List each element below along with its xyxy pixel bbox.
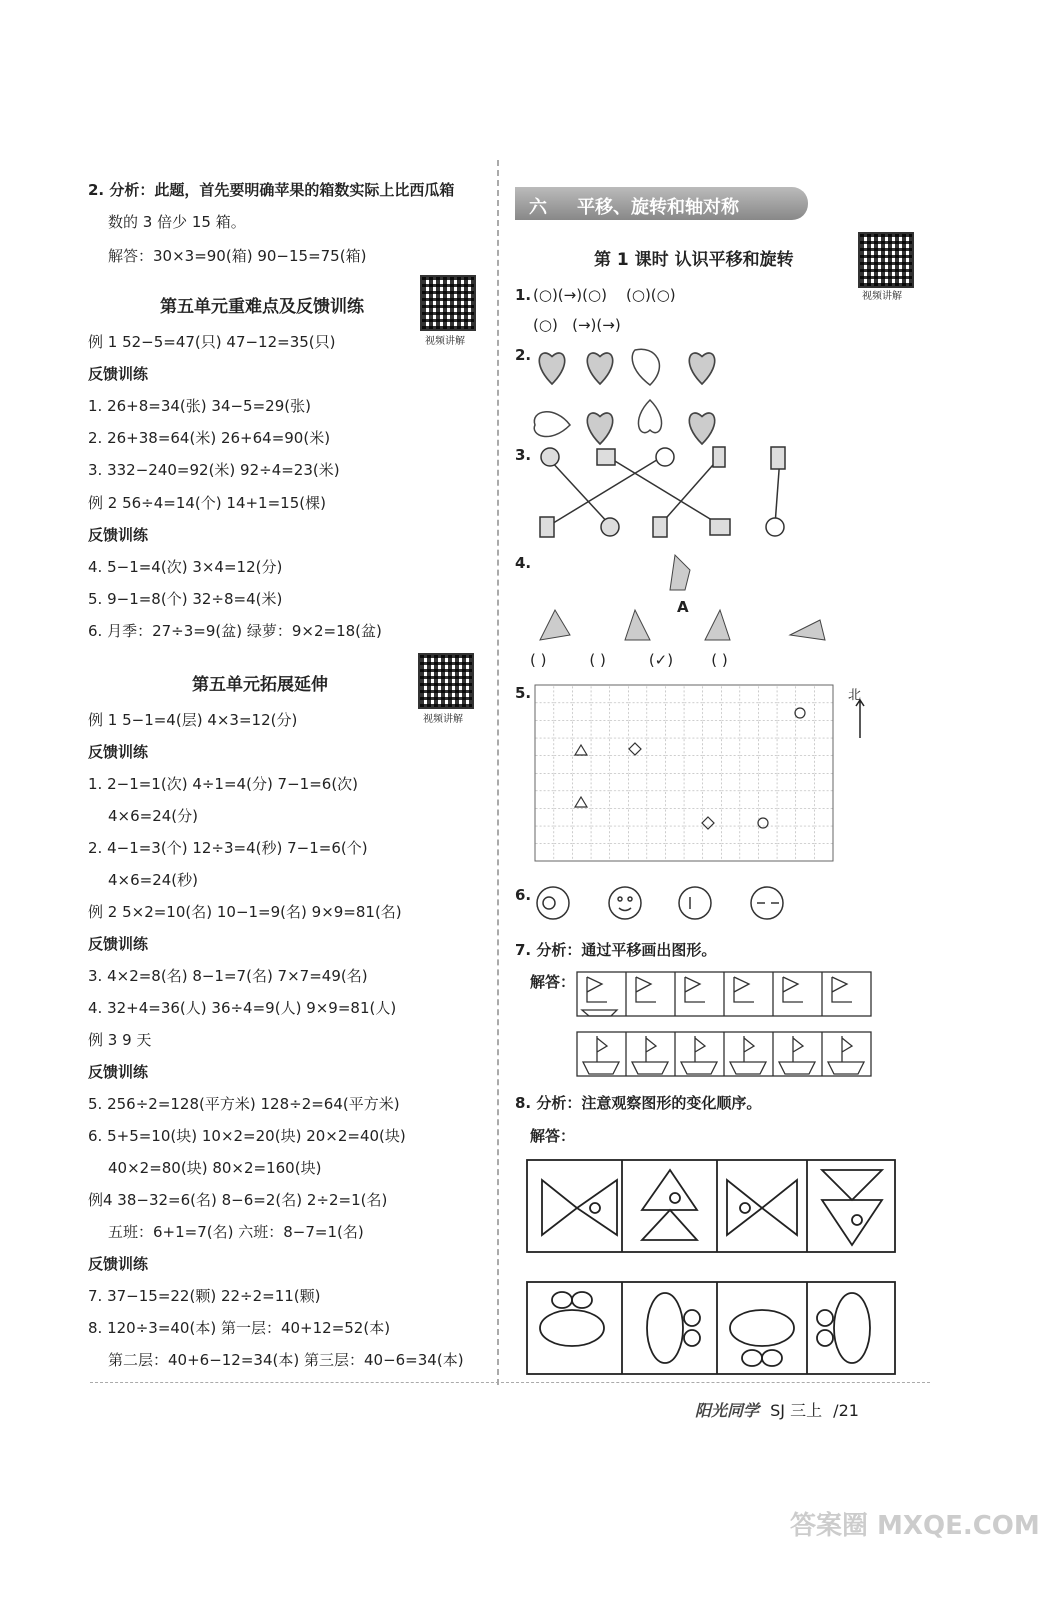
q4-answer-4: ( )	[711, 651, 728, 669]
training-2b: 4×6=24(秒)	[108, 871, 199, 889]
training-3: 3. 4×2=8(名) 8−1=7(名) 7×7=49(名)	[88, 967, 368, 985]
north-arrow-icon	[855, 700, 865, 740]
training-1: 1. 2−1=1(次) 4÷1=4(分) 7−1=6(次)	[88, 775, 359, 793]
feedback-4: 4. 5−1=4(次) 3×4=12(分)	[88, 558, 283, 576]
training-4: 4. 32+4=36(人) 36÷4=9(人) 9×9=81(人)	[88, 999, 397, 1017]
q7-answer-label: 解答：	[530, 973, 576, 991]
training-5: 5. 256÷2=128(平方米) 128÷2=64(平方米)	[88, 1095, 400, 1113]
feedback-label-1: 反馈训练	[88, 365, 149, 383]
feedback-label-5: 反馈训练	[88, 1063, 149, 1081]
q1-r2-c: →	[602, 316, 615, 334]
book-code: SJ 三上	[770, 1401, 823, 1420]
q7-boats	[577, 972, 872, 1082]
q6-label: 6.	[515, 886, 532, 904]
example-3: 例 3 9 天	[88, 1031, 152, 1049]
feedback-3: 3. 332−240=92(米) 92÷4=23(米)	[88, 461, 340, 479]
qr-code-1[interactable]	[420, 275, 476, 331]
q6-faces	[535, 885, 795, 925]
training-6: 6. 5+5=10(块) 10×2=20(块) 20×2=40(块)	[88, 1127, 406, 1145]
qr-label-2: 视频讲解	[423, 714, 463, 725]
q8-sequence	[527, 1160, 897, 1375]
brand-logo: 阳光同学	[695, 1401, 760, 1420]
q7-analysis: 7. 分析：通过平移画出图形。	[515, 941, 717, 959]
training-6b: 40×2=80(块) 80×2=160(块)	[108, 1159, 322, 1177]
feedback-label-3: 反馈训练	[88, 743, 149, 761]
feedback-1: 1. 26+8=34(张) 34−5=29(张)	[88, 397, 311, 415]
q4-figure-a	[660, 550, 700, 595]
q5-label: 5.	[515, 684, 532, 702]
q4-answer-2: ( )	[589, 651, 606, 669]
watermark: 答案圈 MXQE.COM	[790, 1511, 1040, 1541]
feedback-label-6: 反馈训练	[88, 1255, 149, 1273]
q1-r1-b: →	[563, 286, 577, 304]
q2-analysis-cont: 数的 3 倍少 15 箱。	[108, 213, 246, 231]
q1-r1-e: ○	[656, 286, 670, 304]
q8-answer-label: 解答：	[530, 1127, 576, 1145]
q1-r2-b: →	[577, 316, 591, 334]
feedback-6: 6. 月季：27÷3=9(盆) 绿萝：9×2=18(盆)	[88, 622, 382, 640]
training-8b: 第二层：40+6−12=34(本) 第三层：40−6=34(本)	[108, 1351, 464, 1369]
q5-grid	[535, 685, 835, 865]
example-2: 例 2 56÷4=14(个) 14+1=15(棵)	[88, 494, 326, 512]
q1-row2: (○) (→)(→)	[533, 316, 621, 334]
chapter-title: 平移、旋转和轴对称	[577, 197, 739, 218]
q8-analysis: 8. 分析：注意观察图形的变化顺序。	[515, 1094, 762, 1112]
training-1b: 4×6=24(分)	[108, 807, 199, 825]
q1-label: 1.	[515, 286, 532, 304]
q4-answer-1: ( )	[530, 651, 547, 669]
chapter-banner	[515, 187, 808, 220]
example-1: 例 1 52−5=47(只) 47−12=35(只)	[88, 333, 336, 351]
q2-label-right: 2.	[515, 346, 532, 364]
training-2: 2. 4−1=3(个) 12÷3=4(秒) 7−1=6(个)	[88, 839, 368, 857]
feedback-2: 2. 26+38=64(米) 26+64=90(米)	[88, 429, 331, 447]
footer	[695, 1398, 859, 1421]
example-4b: 五班：6+1=7(名) 六班：8−7=1(名)	[108, 1223, 364, 1241]
page-number: /21	[833, 1401, 859, 1420]
q4-answer-3: (✓)	[648, 651, 674, 669]
qr-label-3: 视频讲解	[862, 291, 902, 302]
section-title-extension: 第五单元拓展延伸	[192, 675, 328, 695]
q1-r1-d: ○	[631, 286, 645, 304]
section-title-difficulty: 第五单元重难点及反馈训练	[160, 297, 364, 317]
qr-code-2[interactable]	[418, 653, 474, 709]
training-7: 7. 37−15=22(颗) 22÷2=11(颗)	[88, 1287, 321, 1305]
example-2b: 例 2 5×2=10(名) 10−1=9(名) 9×9=81(名)	[88, 903, 402, 921]
q3-matching	[535, 445, 795, 540]
q1-row1: (○)(→)(○) (○)(○)	[533, 286, 676, 304]
q2-analysis: 2. 分析：此题，首先要明确苹果的箱数实际上比西瓜箱	[88, 181, 455, 199]
q3-label: 3.	[515, 446, 532, 464]
feedback-label-2: 反馈训练	[88, 526, 149, 544]
training-8: 8. 120÷3=40(本) 第一层：40+12=52(本)	[88, 1319, 391, 1337]
chapter-number: 六	[529, 197, 547, 218]
q4-letter-a: A	[677, 598, 689, 616]
feedback-label-4: 反馈训练	[88, 935, 149, 953]
qr-label-1: 视频讲解	[425, 336, 465, 347]
example-4: 例4 38−32=6(名) 8−6=2(名) 2÷2=1(名)	[88, 1191, 388, 1209]
q2-answer: 解答：30×3=90(箱) 90−15=75(箱)	[108, 247, 367, 265]
q2-hearts	[530, 345, 720, 460]
q1-r1-c: ○	[587, 286, 602, 304]
example-1b: 例 1 5−1=4(层) 4×3=12(分)	[88, 711, 298, 729]
q4-label: 4.	[515, 554, 532, 572]
lesson-title: 第 1 课时 认识平移和旋转	[594, 250, 794, 270]
qr-code-3[interactable]	[858, 232, 914, 288]
column-divider	[497, 160, 499, 1385]
north-label: 北	[848, 688, 862, 703]
feedback-5: 5. 9−1=8(个) 32÷8=4(米)	[88, 590, 283, 608]
q1-r2-a: ○	[538, 316, 552, 334]
q1-r1-a: ○	[538, 286, 552, 304]
bottom-divider	[90, 1382, 930, 1383]
q4-options	[535, 605, 835, 650]
q4-answers	[530, 650, 728, 670]
